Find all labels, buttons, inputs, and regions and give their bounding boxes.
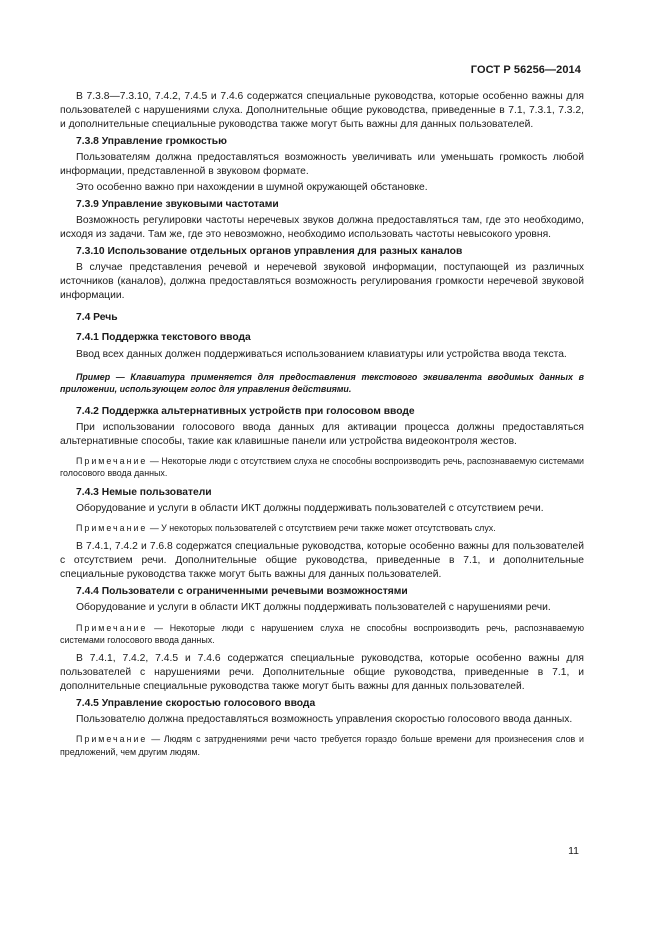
note-label: Примечание (76, 734, 148, 745)
note-text: — Некоторые люди с отсутствием слуха не способны воспроизводить речь, распознаваемую системами голосового ввода данных. (60, 456, 584, 479)
page-number: 11 (568, 845, 579, 857)
section-7-4-3-title: 7.4.3 Немые пользователи (76, 486, 212, 498)
section-7-4-5-note (60, 733, 584, 757)
note-text: — Людям с затруднениями речи часто требуется гораздо больше времени для произнесения слов и предложений, чем другим людям. (60, 734, 584, 757)
section-7-3-10-para-1: В случае представления речевой и неречевой звуковой информации, поступающей из различных источников (каналов), должна предоставляться возможность регулирования громкости неречевой звуковой информации. (60, 262, 584, 302)
section-7-4-2-title: 7.4.2 Поддержка альтернативных устройств при голосовом вводе (76, 406, 415, 417)
note-label: Примечание (76, 522, 148, 533)
section-7-4-4-title: 7.4.4 Пользователи с ограниченными речевыми возможностями (76, 586, 408, 598)
section-7-4-4-para-1: Оборудование и услуги в области ИКТ должны поддерживать пользователей с нарушениями речи. (76, 602, 551, 614)
section-7-4-3-para-2: В 7.4.1, 7.4.2 и 7.6.8 содержатся специальные руководства, которые особенно важны для пользователей с отсутствием речи. Дополнительные общие руководства, приведенные в 7.1, и дополнительные специальные руководства также могут быть важны для данных пользователей. (60, 541, 584, 581)
section-7-3-9-para-1: Возможность регулировки частоты неречевых звуков должна предоставляться там, где это необходимо, исходя из задачи. Там же, где это невозможно, необходимо использовать частоты невысокого уровня. (60, 214, 584, 240)
section-7-4-4-para-2: В 7.4.1, 7.4.2, 7.4.5 и 7.4.6 содержатся специальные руководства, которые особенно важны для пользователей с нарушениями речи. Дополнительные общие руководства, приведенные в 7.1, и дополнительные специальные руководства также могут быть важны для данных пользователей. (60, 652, 584, 693)
section-7-4-3-note (60, 522, 584, 534)
section-7-4-1-title: 7.4.1 Поддержка текстового ввода (76, 332, 251, 344)
section-7-4-1-para-1: Ввод всех данных должен поддерживаться использованием клавиатуры или устройства ввода текста. (76, 348, 567, 360)
section-7-4-1-example: Пример — Клавиатура применяется для предоставления текстового эквивалента вводимых данных в приложении, использующем голос для управления действиями. (60, 371, 584, 394)
note-label: Примечание (76, 456, 148, 467)
section-7-4-2-note (60, 455, 584, 479)
document-header: ГОСТ Р 56256—2014 (470, 64, 581, 76)
section-7-4-title: 7.4 Речь (76, 312, 118, 324)
note-label: Примечание (76, 622, 148, 633)
section-7-3-9-title: 7.3.9 Управление звуковыми частотами (76, 198, 279, 210)
section-7-3-8-para-2: Это особенно важно при нахождении в шумной окружающей обстановке. (76, 181, 428, 193)
section-7-4-5-para-1: Пользователю должна предоставляться возможность управления скоростью голосового ввода данных. (76, 714, 573, 726)
note-text: — Некоторые люди с нарушением слуха не способны воспроизводить речь, распознаваемую системами голосового ввода данных. (60, 622, 584, 645)
section-7-4-5-title: 7.4.5 Управление скоростью голосового ввода (76, 698, 316, 710)
section-7-3-10-title: 7.3.10 Использование отдельных органов управления для разных каналов (76, 245, 463, 257)
section-7-4-3-para-1: Оборудование и услуги в области ИКТ должны поддерживать пользователей с отсутствием речи. (76, 502, 544, 514)
intro-paragraph: В 7.3.8—7.3.10, 7.4.2, 7.4.5 и 7.4.6 содержатся специальные руководства, которые особенно важны для пользователей с нарушениями слуха. Дополнительные общие руководства, приведенные в 7.1, 7.3.1, 7.3.2, и дополнительные специальные руководства также могут быть важны для данных пользователей. (60, 91, 584, 131)
page-content (60, 90, 584, 764)
section-7-3-8-para-1: Пользователям должна предоставляться возможность увеличивать или уменьшать громкость любой информации, представленной в звуковом формате. (60, 152, 584, 178)
section-7-4-2-para-1: При использовании голосового ввода данных для активации процесса должны предоставляться альтернативные способы, такие как клавишные панели или устройства видеоконтроля жестов. (60, 422, 584, 448)
section-7-4-4-note (60, 622, 584, 646)
section-7-3-8-title: 7.3.8 Управление громкостью (76, 136, 227, 148)
note-text: — У некоторых пользователей с отсутствием речи также может отсутствовать слух. (147, 522, 496, 533)
